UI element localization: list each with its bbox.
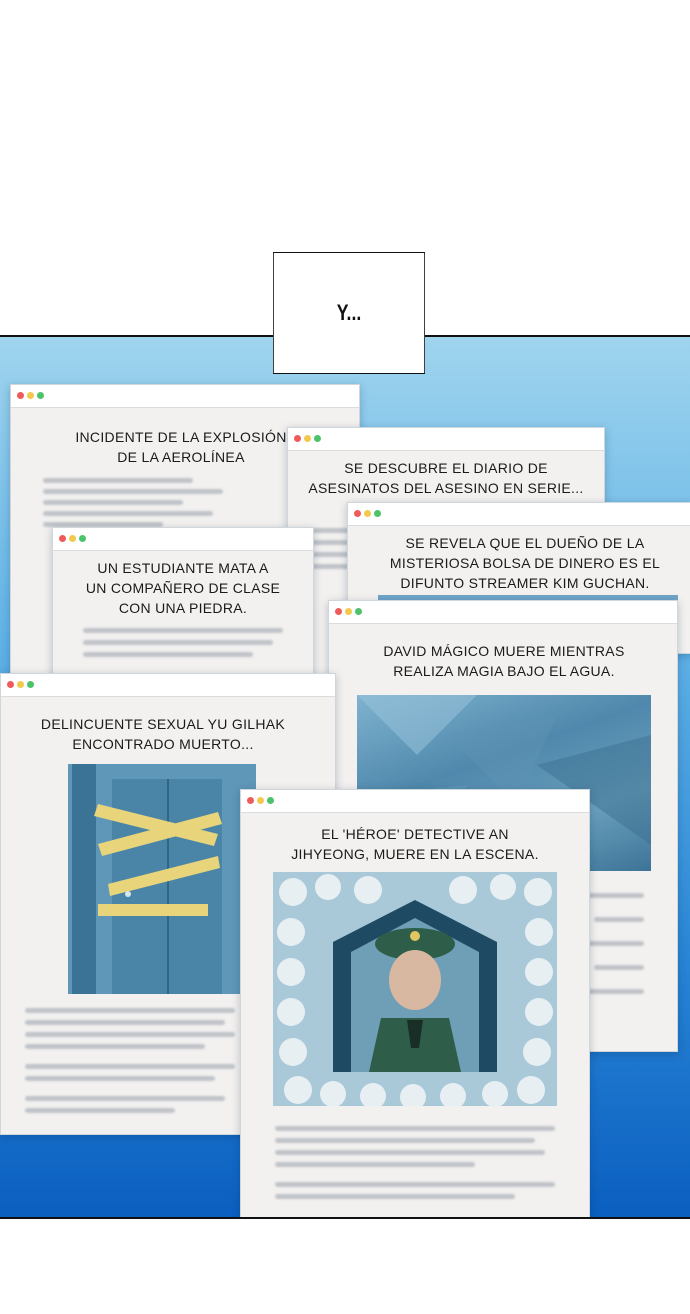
news-window-student — [52, 527, 314, 679]
blurred-text — [25, 1096, 225, 1101]
maximize-dot-icon — [314, 435, 321, 442]
blurred-text — [594, 965, 644, 970]
close-dot-icon — [7, 681, 14, 688]
window-titlebar — [348, 503, 690, 526]
minimize-dot-icon — [364, 510, 371, 517]
headline-line: MISTERIOSA BOLSA DE DINERO ES EL — [389, 555, 661, 571]
headline-line: EL 'HÉROE' DETECTIVE AN — [321, 826, 509, 842]
maximize-dot-icon — [267, 797, 274, 804]
headline-line: CON UNA PIEDRA. — [118, 600, 248, 616]
blurred-text — [275, 1126, 555, 1131]
comic-panel — [0, 335, 690, 1219]
window-titlebar — [53, 528, 313, 551]
minimize-dot-icon — [345, 608, 352, 615]
headline-line: UN COMPAÑERO DE CLASE — [85, 580, 281, 596]
blurred-text — [275, 1150, 545, 1155]
headline — [255, 824, 575, 864]
blurred-text — [83, 640, 273, 645]
maximize-dot-icon — [79, 535, 86, 542]
blurred-text — [43, 478, 193, 483]
blurred-text — [83, 628, 283, 633]
blurred-text — [584, 989, 644, 994]
blurred-text — [275, 1138, 535, 1143]
blurred-text — [312, 540, 352, 545]
blurred-text — [25, 1032, 235, 1037]
window-titlebar — [1, 674, 335, 697]
close-dot-icon — [59, 535, 66, 542]
headline-line: ASESINATOS DEL ASESINO EN SERIE... — [308, 480, 584, 496]
close-dot-icon — [294, 435, 301, 442]
blurred-text — [25, 1108, 175, 1113]
headline — [380, 533, 670, 593]
headline — [349, 641, 659, 681]
blurred-text — [83, 652, 253, 657]
crime-scene-door-image — [68, 764, 256, 994]
blurred-text — [584, 893, 644, 898]
blurred-text — [43, 511, 213, 516]
headline — [31, 427, 331, 467]
blurred-text — [584, 941, 644, 946]
blurred-text — [312, 564, 352, 569]
headline-line: DAVID MÁGICO MUERE MIENTRAS — [383, 643, 625, 659]
blurred-text — [312, 552, 352, 557]
maximize-dot-icon — [374, 510, 381, 517]
blurred-text — [43, 489, 223, 494]
maximize-dot-icon — [355, 608, 362, 615]
window-titlebar — [11, 385, 359, 408]
blurred-text — [312, 528, 352, 533]
headline-line: INCIDENTE DE LA EXPLOSIÓN — [75, 429, 287, 445]
window-titlebar — [241, 790, 589, 813]
blurred-text — [25, 1044, 205, 1049]
narration-caption-box — [273, 252, 425, 374]
headline-line: JIHYEONG, MUERE EN LA ESCENA. — [291, 846, 539, 862]
blurred-text — [275, 1194, 515, 1199]
blurred-text — [275, 1162, 475, 1167]
headline-line: SE DESCUBRE EL DIARIO DE — [344, 460, 548, 476]
headline-line: SE REVELA QUE EL DUEÑO DE LA — [405, 535, 645, 551]
blurred-text — [25, 1008, 235, 1013]
minimize-dot-icon — [27, 392, 34, 399]
minimize-dot-icon — [69, 535, 76, 542]
blurred-text — [43, 500, 183, 505]
caption-text: Y... — [336, 300, 362, 325]
maximize-dot-icon — [37, 392, 44, 399]
close-dot-icon — [247, 797, 254, 804]
window-titlebar — [288, 428, 604, 451]
headline — [63, 558, 303, 618]
maximize-dot-icon — [27, 681, 34, 688]
headline-line: DE LA AEROLÍNEA — [117, 449, 245, 465]
close-dot-icon — [354, 510, 361, 517]
close-dot-icon — [17, 392, 24, 399]
news-window-detective — [240, 789, 590, 1219]
minimize-dot-icon — [304, 435, 311, 442]
memorial-flowers-portrait-icon — [273, 872, 557, 1106]
headline-line: REALIZA MAGIA BAJO EL AGUA. — [393, 663, 615, 679]
blurred-text — [594, 917, 644, 922]
window-titlebar — [329, 601, 677, 624]
blurred-text — [25, 1020, 225, 1025]
headline-line: ENCONTRADO MUERTO... — [72, 736, 254, 752]
headline-line: DELINCUENTE SEXUAL YU GILHAK — [40, 716, 286, 732]
police-tape-door-icon — [68, 764, 256, 994]
blurred-text — [275, 1182, 555, 1187]
minimize-dot-icon — [257, 797, 264, 804]
headline — [296, 458, 596, 498]
blurred-text — [25, 1064, 235, 1069]
minimize-dot-icon — [17, 681, 24, 688]
headline-line: DIFUNTO STREAMER KIM GUCHAN. — [400, 575, 650, 591]
memorial-portrait-image — [273, 872, 557, 1106]
headline — [11, 714, 315, 754]
blurred-text — [25, 1076, 215, 1081]
close-dot-icon — [335, 608, 342, 615]
headline-line: UN ESTUDIANTE MATA A — [97, 560, 269, 576]
